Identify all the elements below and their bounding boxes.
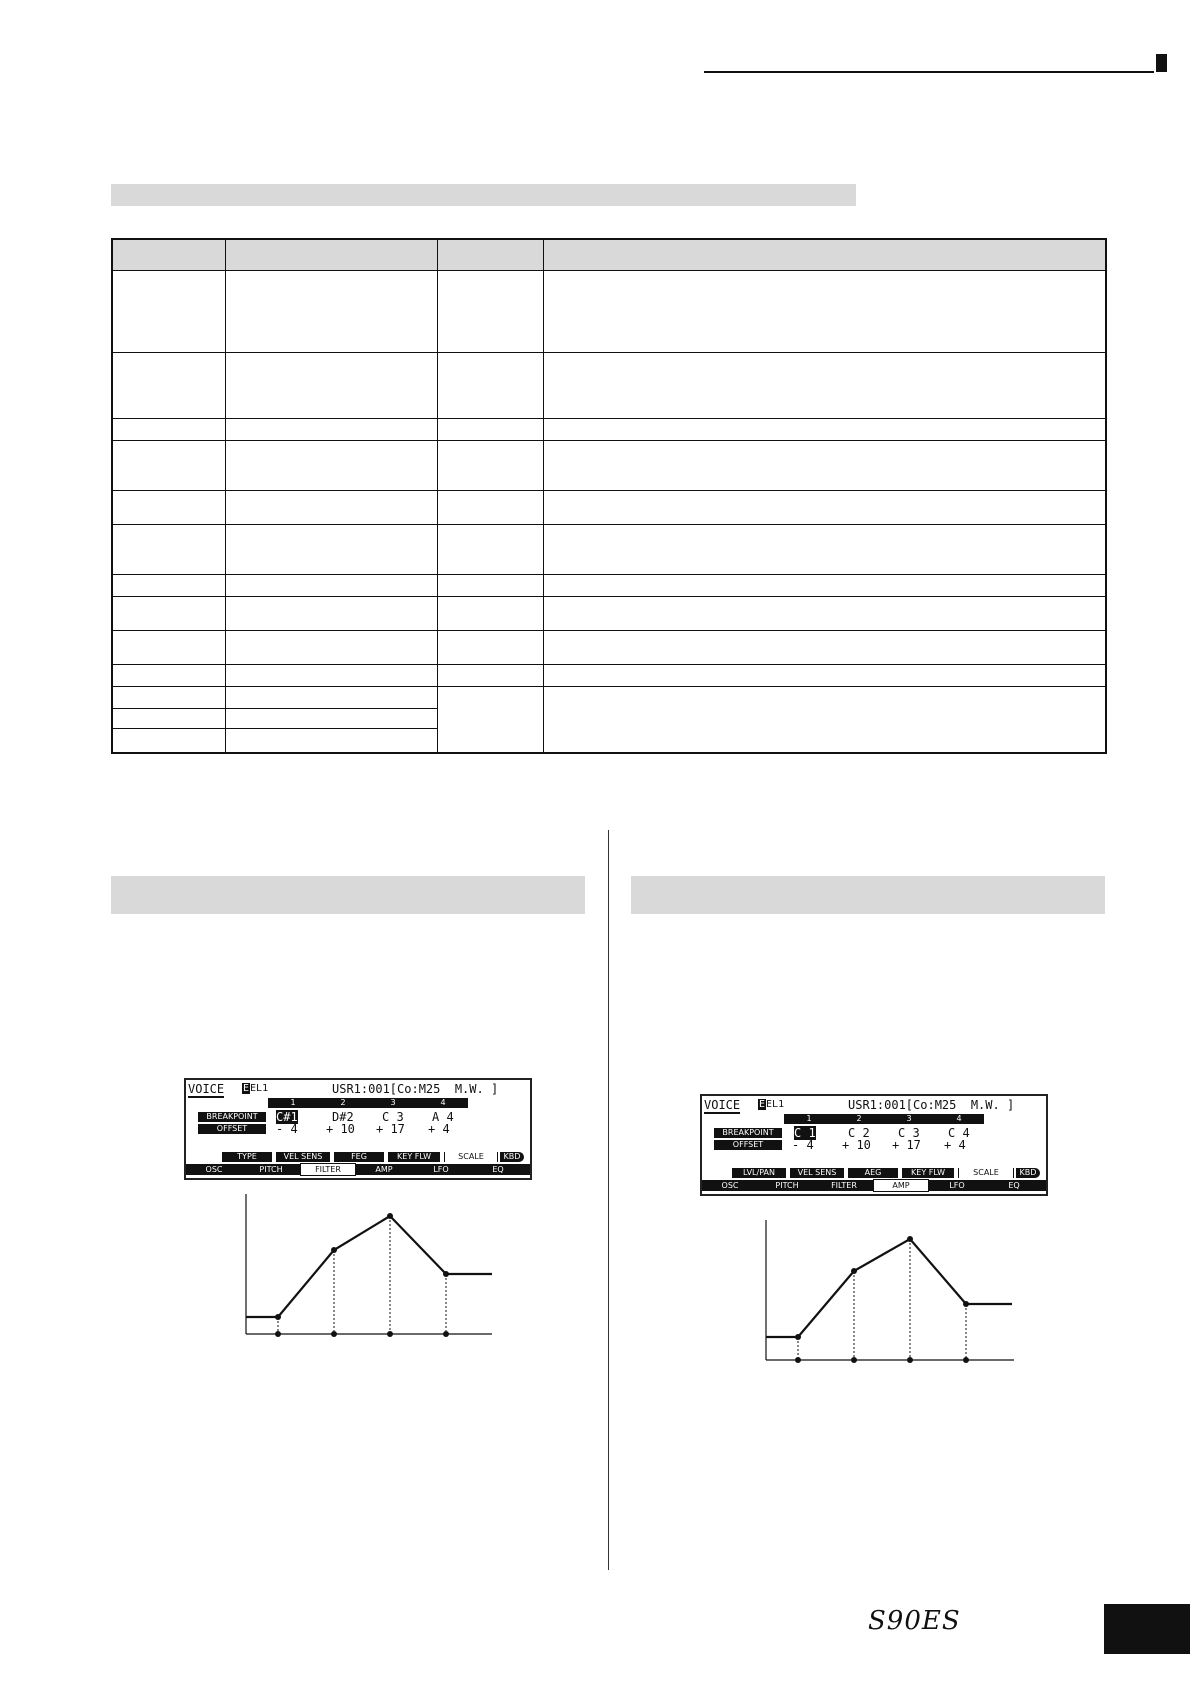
subtab-kbd[interactable]: KBD — [500, 1152, 524, 1162]
element-e-icon: E — [759, 1099, 766, 1110]
table-row — [112, 631, 1106, 665]
breakpoint-value[interactable]: C 2 — [848, 1126, 870, 1140]
lcd-element-label: EL1 — [766, 1099, 785, 1110]
curve-point — [443, 1271, 449, 1277]
subtab-scale[interactable]: SCALE — [444, 1152, 498, 1162]
tab-osc[interactable]: OSC — [205, 1165, 223, 1174]
axis-point — [795, 1357, 801, 1363]
curve-point — [387, 1213, 393, 1219]
table-header-row — [112, 239, 1106, 271]
column-divider — [608, 830, 609, 1570]
subtab-feg[interactable]: FEG — [334, 1152, 384, 1162]
offset-value[interactable]: + 10 — [842, 1138, 871, 1152]
table-row — [112, 353, 1106, 419]
point-label: 1 — [784, 1114, 834, 1124]
offset-value[interactable]: + 4 — [428, 1122, 450, 1136]
breakpoint-value[interactable]: C 3 — [898, 1126, 920, 1140]
tab-lfo[interactable]: LFO — [433, 1165, 449, 1174]
tab-amp[interactable]: AMP — [873, 1179, 929, 1192]
axis-point — [331, 1331, 337, 1337]
left-section-band — [111, 876, 585, 914]
offset-value[interactable]: + 10 — [326, 1122, 355, 1136]
subtab-scale[interactable]: SCALE — [958, 1168, 1014, 1178]
table-row — [112, 441, 1106, 491]
offset-value[interactable]: - 4 — [792, 1138, 814, 1152]
header-tab-marker — [1156, 54, 1167, 72]
tab-filter[interactable]: FILTER — [300, 1163, 356, 1176]
point-label: 1 — [268, 1098, 318, 1108]
breakpoint-value[interactable]: C#1 — [276, 1110, 298, 1124]
lcd-mode: VOICE — [188, 1082, 225, 1096]
breakpoint-value[interactable]: C 4 — [948, 1126, 970, 1140]
subtab-type[interactable]: TYPE — [222, 1152, 272, 1162]
subtab-vel-sens[interactable]: VEL SENS — [276, 1152, 330, 1162]
axis-point — [907, 1357, 913, 1363]
lcd-mode: VOICE — [704, 1098, 741, 1112]
subtab-aeg[interactable]: AEG — [848, 1168, 898, 1178]
lcd-tab-bar — [702, 1180, 1046, 1191]
point-header-bar — [784, 1114, 984, 1124]
tab-pitch[interactable]: PITCH — [775, 1181, 799, 1190]
lcd-element — [242, 1082, 268, 1096]
curve-point — [851, 1268, 857, 1274]
table-row — [112, 597, 1106, 631]
lcd-tab-bar — [186, 1164, 530, 1175]
offset-value[interactable]: - 4 — [276, 1122, 298, 1136]
table-row — [112, 665, 1106, 687]
breakpoint-label: BREAKPOINT — [714, 1128, 782, 1138]
section-heading-band — [111, 184, 856, 206]
table-row — [112, 687, 1106, 709]
table-row — [112, 575, 1106, 597]
tab-eq[interactable]: EQ — [1008, 1181, 1020, 1190]
point-label: 4 — [418, 1098, 468, 1108]
table-row — [112, 525, 1106, 575]
subtab-lvl-pan[interactable]: LVL/PAN — [732, 1168, 786, 1178]
point-label: 3 — [368, 1098, 418, 1108]
axis-point — [963, 1357, 969, 1363]
offset-label: OFFSET — [714, 1140, 782, 1150]
page-number-tab — [1104, 1604, 1190, 1654]
curve-point — [275, 1314, 281, 1320]
tab-eq[interactable]: EQ — [492, 1165, 504, 1174]
lcd-amp-scale — [700, 1094, 1048, 1196]
tab-osc[interactable]: OSC — [721, 1181, 739, 1190]
tab-pitch[interactable]: PITCH — [259, 1165, 283, 1174]
amp-scaling-graph — [760, 1218, 1020, 1368]
subtab-key-flw[interactable]: KEY FLW — [388, 1152, 440, 1162]
filter-scaling-graph — [240, 1192, 500, 1342]
tab-lfo[interactable]: LFO — [949, 1181, 965, 1190]
point-label: 4 — [934, 1114, 984, 1124]
subtab-vel-sens[interactable]: VEL SENS — [790, 1168, 844, 1178]
breakpoint-value[interactable]: C 1 — [794, 1126, 816, 1140]
breakpoint-value[interactable]: C 3 — [382, 1110, 404, 1124]
table-row — [112, 419, 1106, 441]
subtab-key-flw[interactable]: KEY FLW — [902, 1168, 954, 1178]
lcd-element-label: EL1 — [250, 1083, 269, 1094]
offset-label: OFFSET — [198, 1124, 266, 1134]
subtab-kbd[interactable]: KBD — [1016, 1168, 1040, 1178]
breakpoint-value[interactable]: A 4 — [432, 1110, 454, 1124]
table-row — [112, 271, 1106, 353]
curve-point — [795, 1334, 801, 1340]
product-logo: S90ES — [868, 1606, 961, 1636]
curve-point — [963, 1301, 969, 1307]
scaling-curve — [246, 1216, 492, 1317]
breakpoint-value[interactable]: D#2 — [332, 1110, 354, 1124]
tab-filter[interactable]: FILTER — [831, 1181, 857, 1190]
offset-value[interactable]: + 17 — [892, 1138, 921, 1152]
axis-point — [275, 1331, 281, 1337]
right-section-band — [631, 876, 1105, 914]
curve-point — [331, 1247, 337, 1253]
lcd-location: USR1:001[Co:M25 M.W. ] — [332, 1082, 499, 1096]
lcd-element — [758, 1098, 784, 1112]
lcd-location: USR1:001[Co:M25 M.W. ] — [848, 1098, 1015, 1112]
axis-point — [443, 1331, 449, 1337]
header-rule — [704, 71, 1154, 73]
axis-point — [851, 1357, 857, 1363]
lcd-filter-scale — [184, 1078, 532, 1180]
breakpoint-label: BREAKPOINT — [198, 1112, 266, 1122]
offset-value[interactable]: + 4 — [944, 1138, 966, 1152]
scaling-curve — [766, 1239, 1012, 1337]
point-label: 2 — [318, 1098, 368, 1108]
table-row — [112, 491, 1106, 525]
point-label: 3 — [884, 1114, 934, 1124]
parameter-table — [111, 238, 1107, 754]
point-header-bar — [268, 1098, 468, 1108]
point-label: 2 — [834, 1114, 884, 1124]
tab-amp[interactable]: AMP — [375, 1165, 393, 1174]
offset-value[interactable]: + 17 — [376, 1122, 405, 1136]
axis-point — [387, 1331, 393, 1337]
curve-point — [907, 1236, 913, 1242]
element-e-icon: E — [243, 1083, 250, 1094]
